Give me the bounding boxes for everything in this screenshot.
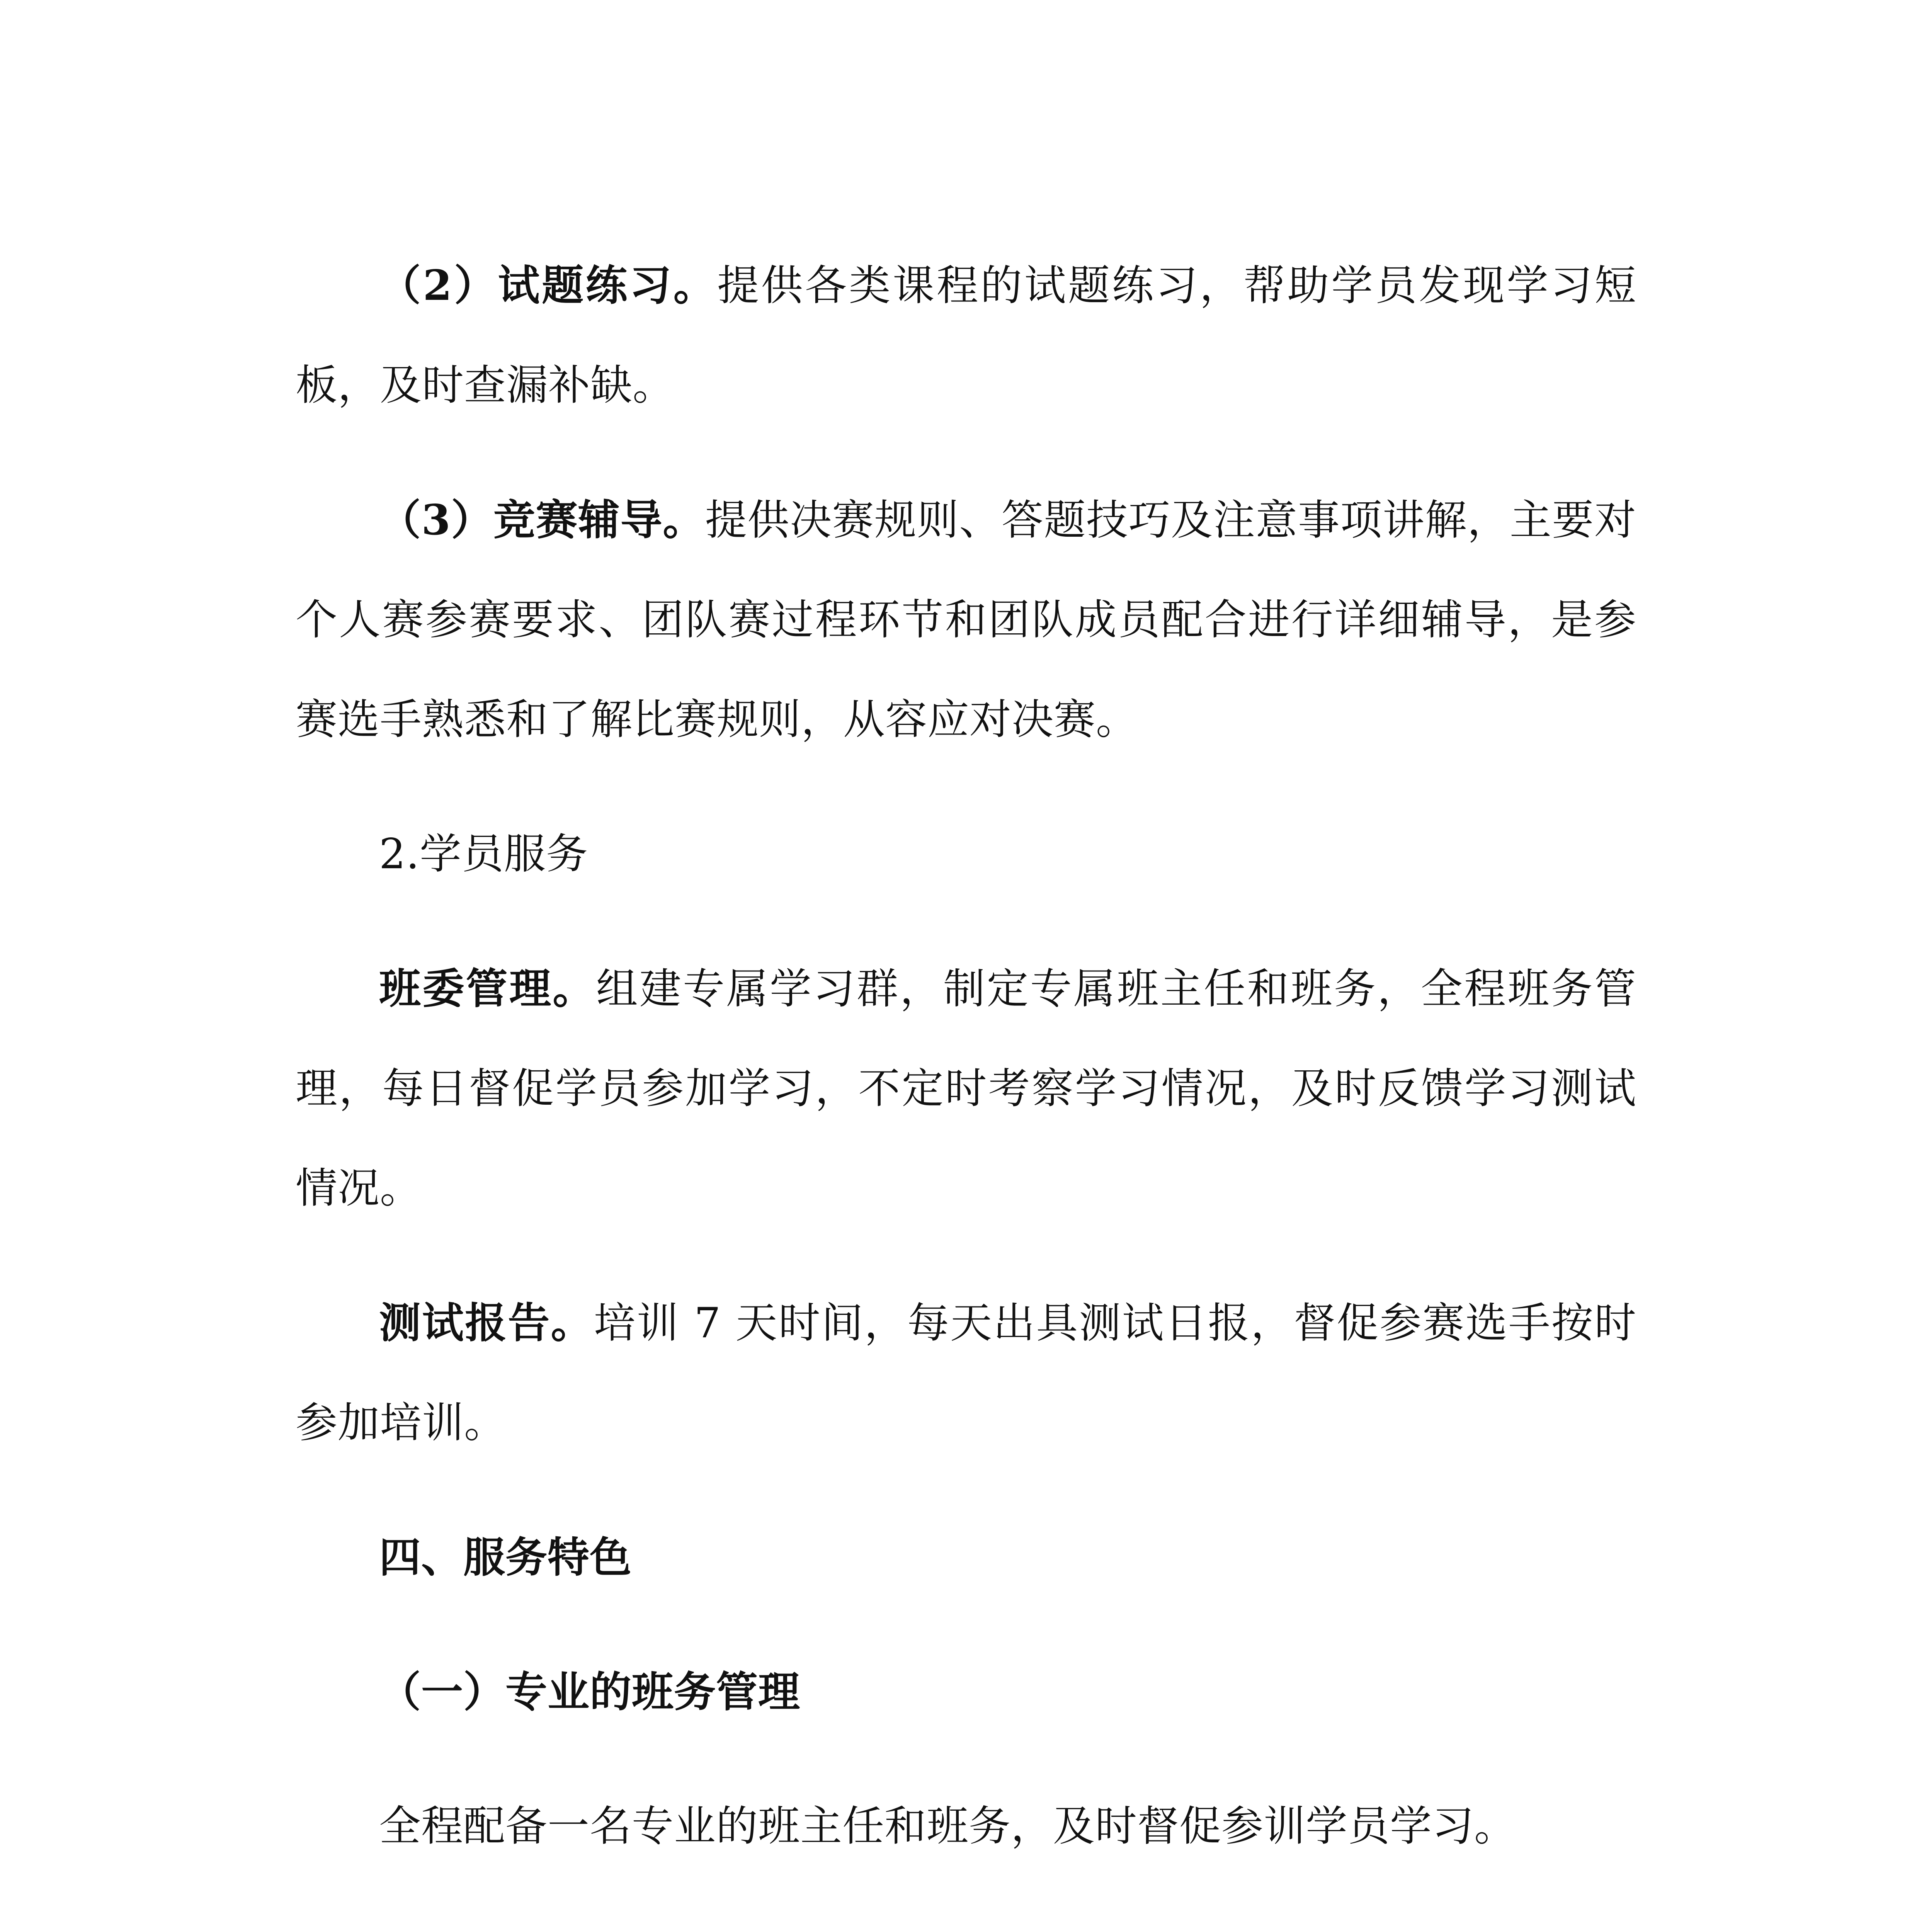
paragraph-text: 提供决赛规则、答题技巧及注意事项讲解，主要对个人赛参赛要求、团队赛过程环节和团队成员配合进行详细辅导，是参赛选手熟悉和了解比赛规则，从容应对决赛。: [296, 496, 1636, 744]
paragraph-test-report: [296, 1273, 1636, 1473]
subheading-student-service: 2.学员服务: [379, 830, 589, 878]
paragraph-exercise: [296, 236, 1636, 435]
paragraph-text: 培训 7 天时间，每天出具测试日报，督促参赛选手按时参加培训。: [296, 1299, 1636, 1447]
paragraph-text: 提供各类课程的试题练习，帮助学员发现学习短板，及时查漏补缺。: [296, 262, 1636, 410]
paragraph-class-management-detail: 全程配备一名专业的班主任和班务，及时督促参训学员学习。: [379, 1802, 1517, 1850]
paragraph-text: 组建专属学习群，制定专属班主任和班务，全程班务管理，每日督促学员参加学习，不定时考察学习情况，及时反馈学习测试情况。: [296, 965, 1636, 1213]
paragraph-lead: 班委管理。: [379, 964, 596, 1013]
paragraph-lead: 测试报告。: [379, 1299, 594, 1347]
paragraph-class-management: [296, 939, 1636, 1238]
document-body: [296, 236, 1636, 1932]
paragraph-competition-coaching: [296, 470, 1636, 770]
paragraph-lead: （2）试题练习。: [379, 261, 718, 310]
section-heading-features: 四、服务特色: [379, 1533, 632, 1582]
subsection-heading-study-test: [296, 1911, 1636, 1932]
subsection-heading-class-management: （一）专业的班务管理: [379, 1668, 801, 1716]
paragraph-lead: （3）竞赛辅导。: [379, 496, 705, 544]
